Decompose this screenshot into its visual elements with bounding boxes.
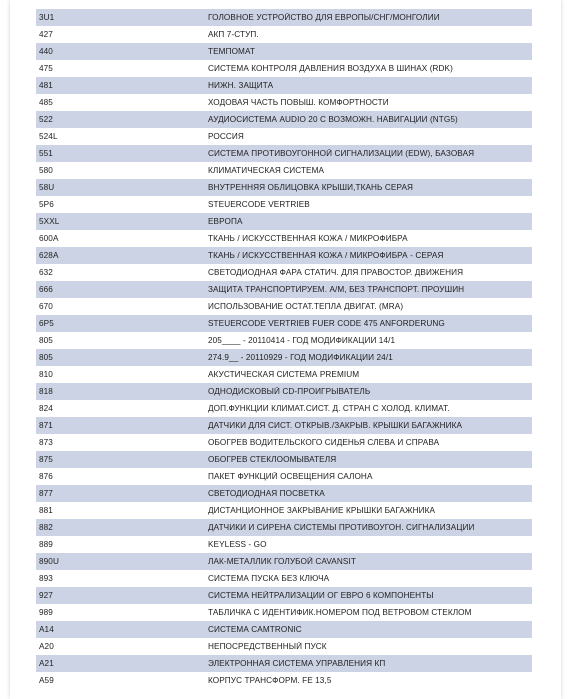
option-code: 871 xyxy=(39,421,53,430)
option-description: ЗАЩИТА ТРАНСПОРТИРУЕМ. А/М, БЕЗ ТРАНСПОРТ. ПРОУШИН xyxy=(208,285,465,294)
table-row xyxy=(36,94,532,111)
option-description: ДАТЧИКИ ДЛЯ СИСТ. ОТКРЫВ./ЗАКРЫВ. КРЫШКИ БАГАЖНИКА xyxy=(208,421,463,430)
table-row xyxy=(36,672,532,689)
table-row xyxy=(36,179,532,196)
option-code: 485 xyxy=(39,98,53,107)
table-row xyxy=(36,451,532,468)
table-row xyxy=(36,383,532,400)
option-code: 805 xyxy=(39,353,53,362)
option-code: 893 xyxy=(39,574,53,583)
option-description: СИСТЕМА ПУСКА БЕЗ КЛЮЧА xyxy=(208,574,330,583)
option-code: 881 xyxy=(39,506,53,515)
table-row xyxy=(36,366,532,383)
option-description: СИСТЕМА CAMTRONIC xyxy=(208,625,302,634)
table-row xyxy=(36,264,532,281)
table-row xyxy=(36,417,532,434)
table-row xyxy=(36,128,532,145)
option-description: СИСТЕМА КОНТРОЛЯ ДАВЛЕНИЯ ВОЗДУХА В ШИНАХ (RDK) xyxy=(208,64,453,73)
option-code: 600A xyxy=(39,234,59,243)
table-row xyxy=(36,281,532,298)
table-row xyxy=(36,230,532,247)
table-row xyxy=(36,587,532,604)
option-code: 580 xyxy=(39,166,53,175)
table-row xyxy=(36,43,532,60)
table-row xyxy=(36,468,532,485)
option-description: ХОДОВАЯ ЧАСТЬ ПОВЫШ. КОМФОРТНОСТИ xyxy=(208,98,389,107)
option-code: 632 xyxy=(39,268,53,277)
option-description: СИСТЕМА НЕЙТРАЛИЗАЦИИ ОГ ЕВРО 6 КОМПОНЕНТЫ xyxy=(208,591,434,600)
option-code: 882 xyxy=(39,523,53,532)
option-description: КОРПУС ТРАНСФОРМ. FE 13,5 xyxy=(208,676,332,685)
option-description: ЛАК-МЕТАЛЛИК ГОЛУБОЙ CAVANSIT xyxy=(208,557,356,566)
option-description: СИСТЕМА ПРОТИВОУГОННОЙ СИГНАЛИЗАЦИИ (EDW), БАЗОВАЯ xyxy=(208,149,475,158)
table-row xyxy=(36,77,532,94)
option-code: 5P6 xyxy=(39,200,54,209)
option-code: 524L xyxy=(39,132,58,141)
option-code: 873 xyxy=(39,438,53,447)
option-code: 666 xyxy=(39,285,53,294)
table-row xyxy=(36,332,532,349)
table-row xyxy=(36,315,532,332)
option-code: 818 xyxy=(39,387,53,396)
option-description: ОБОГРЕВ СТЕКЛООМЫВАТЕЛЯ xyxy=(208,455,337,464)
table-row xyxy=(36,145,532,162)
option-code: 58U xyxy=(39,183,55,192)
option-code: A21 xyxy=(39,659,54,668)
table-row xyxy=(36,9,532,26)
table-row xyxy=(36,553,532,570)
table-row xyxy=(36,60,532,77)
option-code: 628A xyxy=(39,251,59,260)
option-code: 927 xyxy=(39,591,53,600)
option-code: A59 xyxy=(39,676,54,685)
table-row xyxy=(36,502,532,519)
option-description: ВНУТРЕННЯЯ ОБЛИЦОВКА КРЫШИ,ТКАНЬ СЕРАЯ xyxy=(208,183,414,192)
option-description: 274.9__ - 20110929 - ГОД МОДИФИКАЦИИ 24/1 xyxy=(208,353,393,362)
table-row xyxy=(36,298,532,315)
option-code: 890U xyxy=(39,557,59,566)
option-description: ГОЛОВНОЕ УСТРОЙСТВО ДЛЯ ЕВРОПЫ/СНГ/МОНГОЛИИ xyxy=(208,13,440,22)
option-code: 876 xyxy=(39,472,53,481)
option-description: ОБОГРЕВ ВОДИТЕЛЬСКОГО СИДЕНЬЯ СЛЕВА И СПРАВА xyxy=(208,438,440,447)
table-row xyxy=(36,604,532,621)
option-description: ДАТЧИКИ И СИРЕНА СИСТЕМЫ ПРОТИВОУГОН. СИГНАЛИЗАЦИИ xyxy=(208,523,475,532)
option-code: A14 xyxy=(39,625,54,634)
option-code: 481 xyxy=(39,81,53,90)
table-row xyxy=(36,349,532,366)
option-description: KEYLESS - GO xyxy=(208,540,267,549)
table-row xyxy=(36,26,532,43)
option-code: 427 xyxy=(39,30,53,39)
table-row xyxy=(36,485,532,502)
table-row xyxy=(36,400,532,417)
option-description: ИСПОЛЬЗОВАНИЕ ОСТАТ.ТЕПЛА ДВИГАТ. (MRA) xyxy=(208,302,404,311)
table-row xyxy=(36,536,532,553)
option-description: ДОП.ФУНКЦИИ КЛИМАТ.СИСТ. Д. СТРАН С ХОЛОД. КЛИМАТ. xyxy=(208,404,450,413)
option-description: ОДНОДИСКОВЫЙ CD-ПРОИГРЫВАТЕЛЬ xyxy=(208,387,371,396)
option-code: 810 xyxy=(39,370,53,379)
option-code: 440 xyxy=(39,47,53,56)
option-code: 670 xyxy=(39,302,53,311)
option-code: 805 xyxy=(39,336,53,345)
table-row xyxy=(36,519,532,536)
option-code: 522 xyxy=(39,115,53,124)
option-code: 824 xyxy=(39,404,53,413)
option-description: ТКАНЬ / ИСКУССТВЕННАЯ КОЖА / МИКРОФИБРА xyxy=(208,234,408,243)
option-description: ЕВРОПА xyxy=(208,217,243,226)
option-description: STEUERCODE VERTRIEB xyxy=(208,200,310,209)
option-description: ПАКЕТ ФУНКЦИЙ ОСВЕЩЕНИЯ САЛОНА xyxy=(208,472,373,481)
option-code: 877 xyxy=(39,489,53,498)
option-description: СВЕТОДИОДНАЯ ПОСВЕТКА xyxy=(208,489,325,498)
option-code: 551 xyxy=(39,149,53,158)
table-row xyxy=(36,162,532,179)
option-description: ДИСТАНЦИОННОЕ ЗАКРЫВАНИЕ КРЫШКИ БАГАЖНИКА xyxy=(208,506,436,515)
option-code: 5XXL xyxy=(39,217,60,226)
table-row xyxy=(36,213,532,230)
table-row xyxy=(36,196,532,213)
option-description: ЭЛЕКТРОННАЯ СИСТЕМА УПРАВЛЕНИЯ КП xyxy=(208,659,386,668)
option-code: 6P5 xyxy=(39,319,54,328)
option-description: АКП 7-СТУП. xyxy=(208,30,259,39)
option-description: STEUERCODE VERTRIEB FUER CODE 475 ANFORDERUNG xyxy=(208,319,445,328)
options-table xyxy=(36,9,532,689)
table-row xyxy=(36,570,532,587)
option-code: 875 xyxy=(39,455,53,464)
option-code: 889 xyxy=(39,540,53,549)
option-description: НЕПОСРЕДСТВЕННЫЙ ПУСК xyxy=(208,642,327,651)
table-row xyxy=(36,655,532,672)
table-row xyxy=(36,111,532,128)
option-description: ТКАНЬ / ИСКУССТВЕННАЯ КОЖА / МИКРОФИБРА - СЕРАЯ xyxy=(208,251,444,260)
option-description: ТАБЛИЧКА С ИДЕНТИФИК.НОМЕРОМ ПОД ВЕТРОВОМ СТЕКЛОМ xyxy=(208,608,472,617)
option-code: 3U1 xyxy=(39,13,55,22)
table-row xyxy=(36,638,532,655)
option-description: АУДИОСИСТЕМА AUDIO 20 С ВОЗМОЖН. НАВИГАЦИИ (NTG5) xyxy=(208,115,458,124)
option-description: КЛИМАТИЧЕСКАЯ СИСТЕМА xyxy=(208,166,325,175)
option-code: A20 xyxy=(39,642,54,651)
table-row xyxy=(36,434,532,451)
option-code: 989 xyxy=(39,608,53,617)
table-row xyxy=(36,247,532,264)
option-description: НИЖН. ЗАЩИТА xyxy=(208,81,274,90)
option-code: 475 xyxy=(39,64,53,73)
option-description: РОССИЯ xyxy=(208,132,244,141)
option-description: 205____ - 20110414 - ГОД МОДИФИКАЦИИ 14/1 xyxy=(208,336,396,345)
table-row xyxy=(36,621,532,638)
option-description: ТЕМПОМАТ xyxy=(208,47,255,56)
option-description: АКУСТИЧЕСКАЯ СИСТЕМА PREMIUM xyxy=(208,370,360,379)
option-description: СВЕТОДИОДНАЯ ФАРА СТАТИЧ. ДЛЯ ПРАВОСТОР. ДВИЖЕНИЯ xyxy=(208,268,464,277)
